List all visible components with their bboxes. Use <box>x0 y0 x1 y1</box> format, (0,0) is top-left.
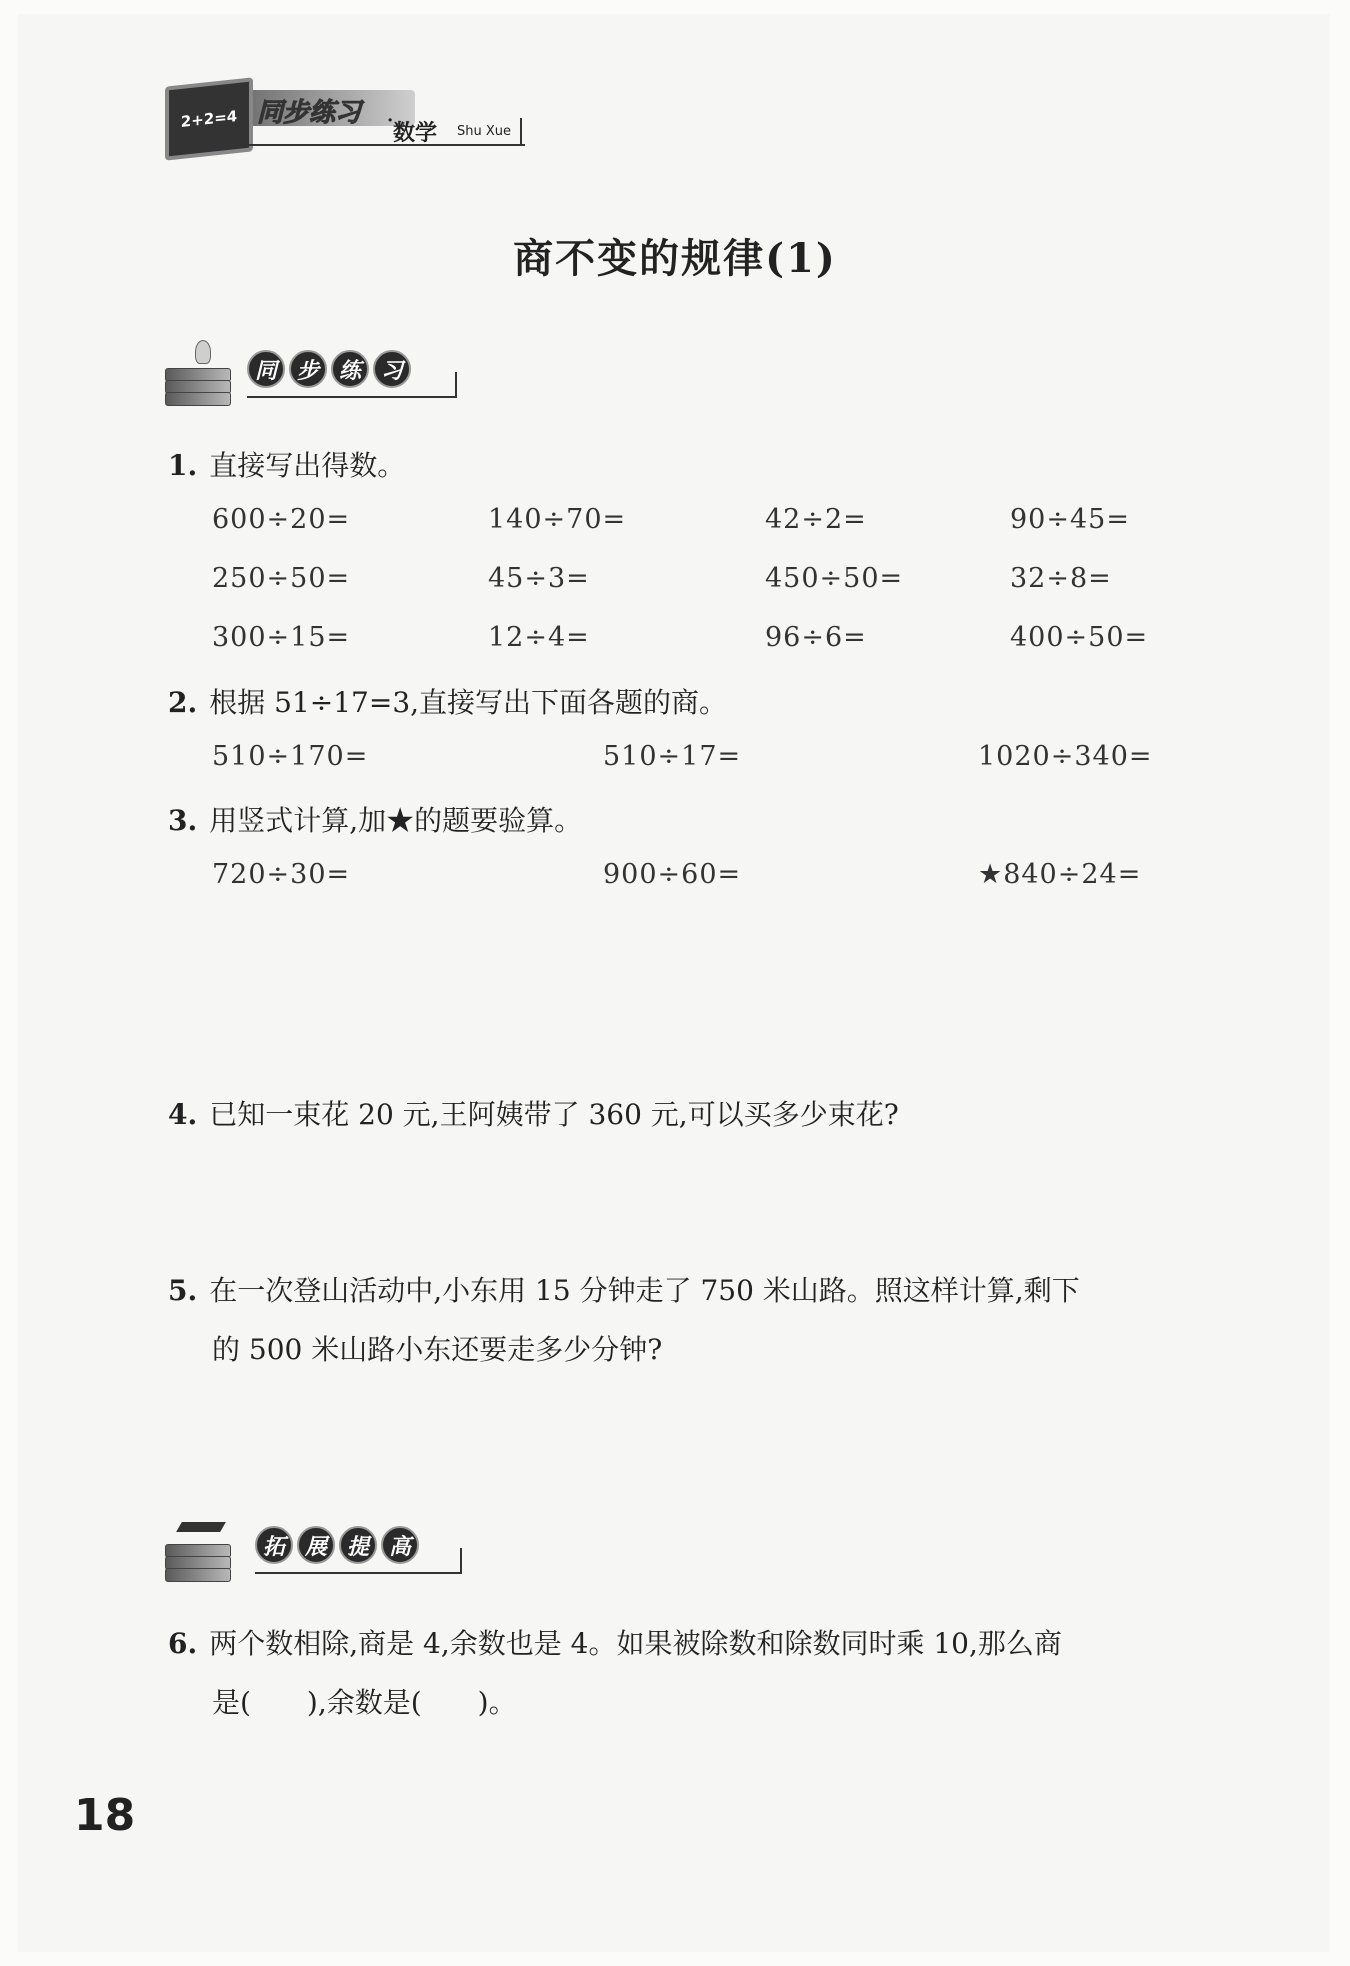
page-title: 商不变的规律(1) <box>513 235 837 282</box>
books-lamp-icon <box>165 350 231 398</box>
expression: 1020÷340= <box>978 741 1153 772</box>
section-underline <box>255 1572 461 1574</box>
expression: 900÷60= <box>603 859 742 890</box>
question-text: 两个数相除,商是 4,余数也是 4。如果被除数和除数同时乘 10,那么商 <box>209 1627 1062 1660</box>
subject-label: 数学 <box>393 121 438 146</box>
heading-char: 提 <box>339 1526 377 1564</box>
question-3 <box>168 799 582 839</box>
expression: 96÷6= <box>765 622 867 653</box>
expression: 12÷4= <box>488 622 590 653</box>
expression: 90÷45= <box>1010 504 1130 535</box>
header-badge <box>165 82 525 172</box>
chalkboard-icon: 2+2=4 <box>165 77 253 160</box>
expression: 45÷3= <box>488 563 590 594</box>
question-number: 1. <box>168 449 198 482</box>
question-number: 6. <box>168 1627 198 1660</box>
book-icon <box>165 392 231 406</box>
section-heading <box>255 1526 419 1564</box>
question-number: 3. <box>168 804 198 837</box>
header-underline <box>235 144 525 146</box>
expression: 720÷30= <box>212 859 351 890</box>
question-6 <box>168 1622 1062 1662</box>
question-number: 4. <box>168 1098 198 1131</box>
page-number: 18 <box>74 1790 136 1841</box>
expression: 140÷70= <box>488 504 627 535</box>
expression: 32÷8= <box>1010 563 1112 594</box>
section-sync-practice <box>165 338 465 408</box>
expression: 600÷20= <box>212 504 351 535</box>
heading-char: 步 <box>289 350 327 388</box>
header-divider <box>520 118 522 145</box>
question-text: 用竖式计算,加★的题要验算。 <box>209 804 583 837</box>
question-5 <box>168 1269 1080 1309</box>
subject-pinyin: Shu Xue <box>457 124 512 139</box>
question-text: 已知一束花 20 元,王阿姨带了 360 元,可以买多少束花? <box>209 1098 899 1131</box>
section-underline <box>247 396 457 398</box>
expression: 42÷2= <box>765 504 867 535</box>
question-text-continued: 是( ),余数是( )。 <box>212 1686 517 1719</box>
question-number: 2. <box>168 686 198 719</box>
heading-char: 展 <box>297 1526 335 1564</box>
series-title: 同步练习 <box>257 98 362 128</box>
question-4 <box>168 1093 899 1133</box>
heading-char: 同 <box>247 350 285 388</box>
question-number: 5. <box>168 1274 198 1307</box>
question-1 <box>168 444 405 484</box>
expression: 250÷50= <box>212 563 351 594</box>
section-heading <box>247 350 411 388</box>
section-extension <box>165 1514 465 1584</box>
books-cap-icon <box>165 1526 231 1574</box>
expression: 400÷50= <box>1010 622 1149 653</box>
heading-char: 习 <box>373 350 411 388</box>
expression: 300÷15= <box>212 622 351 653</box>
question-text: 根据 51÷17=3,直接写出下面各题的商。 <box>209 686 728 719</box>
header-dot: · <box>387 110 394 131</box>
question-text: 直接写出得数。 <box>209 449 406 482</box>
heading-char: 拓 <box>255 1526 293 1564</box>
heading-char: 练 <box>331 350 369 388</box>
expression: 450÷50= <box>765 563 904 594</box>
lightbulb-icon <box>195 340 211 364</box>
expression: ★840÷24= <box>978 859 1142 890</box>
question-text-continued: 的 500 米山路小东还要走多少分钟? <box>212 1333 663 1366</box>
heading-char: 高 <box>381 1526 419 1564</box>
section-divider <box>460 1548 462 1574</box>
expression: 510÷17= <box>603 741 742 772</box>
graduation-cap-icon <box>176 1522 226 1532</box>
question-text: 在一次登山活动中,小东用 15 分钟走了 750 米山路。照这样计算,剩下 <box>209 1274 1080 1307</box>
book-icon <box>165 1568 231 1582</box>
expression: 510÷170= <box>212 741 369 772</box>
question-2 <box>168 681 727 721</box>
section-divider <box>455 372 457 398</box>
